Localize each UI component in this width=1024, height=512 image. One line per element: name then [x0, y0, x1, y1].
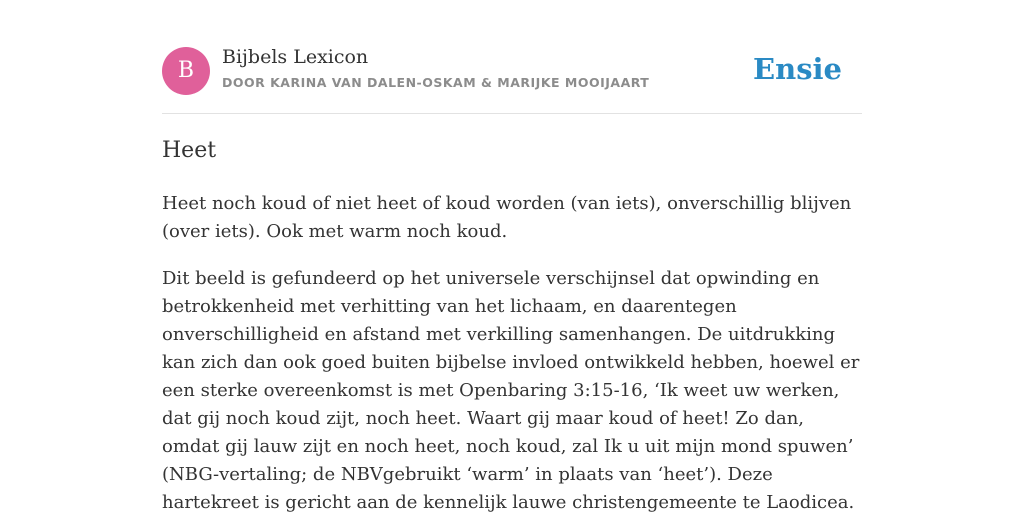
- authors-byline: DOOR KARINA VAN DALEN-OSKAM & MARIJKE MOOIJAART: [222, 75, 650, 90]
- entry-title: Heet: [162, 138, 217, 163]
- entry-paragraph-explanation: Dit beeld is gefundeerd op het universele verschijnsel dat opwinding en betrokkenheid met verhitting van het lichaam, en daarentegen onverschilligheid en afstand met verkilling samenhangen. De uitdrukking kan zich dan ook goed buiten bijbelse invloed ontwikkeld hebben, hoewel er een sterke overeenkomst is met Openbaring 3:15-16, ‘Ik weet uw werken, dat gij noch koud zijt, noch heet. Waart gij maar koud of heet! Zo dan, omdat gij lauw zijt en noch heet, noch koud, zal Ik u uit mijn mond spuwen’ (NBG-vertaling; de NBVgebruikt ‘warm’ in plaats van ‘heet’). Deze hartekreet is gericht aan de kennelijk lauwe christengemeente te Laodicea.: [162, 268, 860, 512]
- ensie-logo-link[interactable]: Ensie: [753, 52, 842, 86]
- lexicon-avatar[interactable]: B: [162, 47, 210, 95]
- page-header: [162, 0, 862, 114]
- entry-paragraph-definition: Heet noch koud of niet heet of koud worden (van iets), onverschillig blijven (over iets). Ook met warm noch koud.: [162, 193, 852, 242]
- entry-body: [162, 190, 862, 512]
- lexicon-title-link[interactable]: Bijbels Lexicon: [222, 46, 369, 68]
- page-container: [162, 0, 862, 512]
